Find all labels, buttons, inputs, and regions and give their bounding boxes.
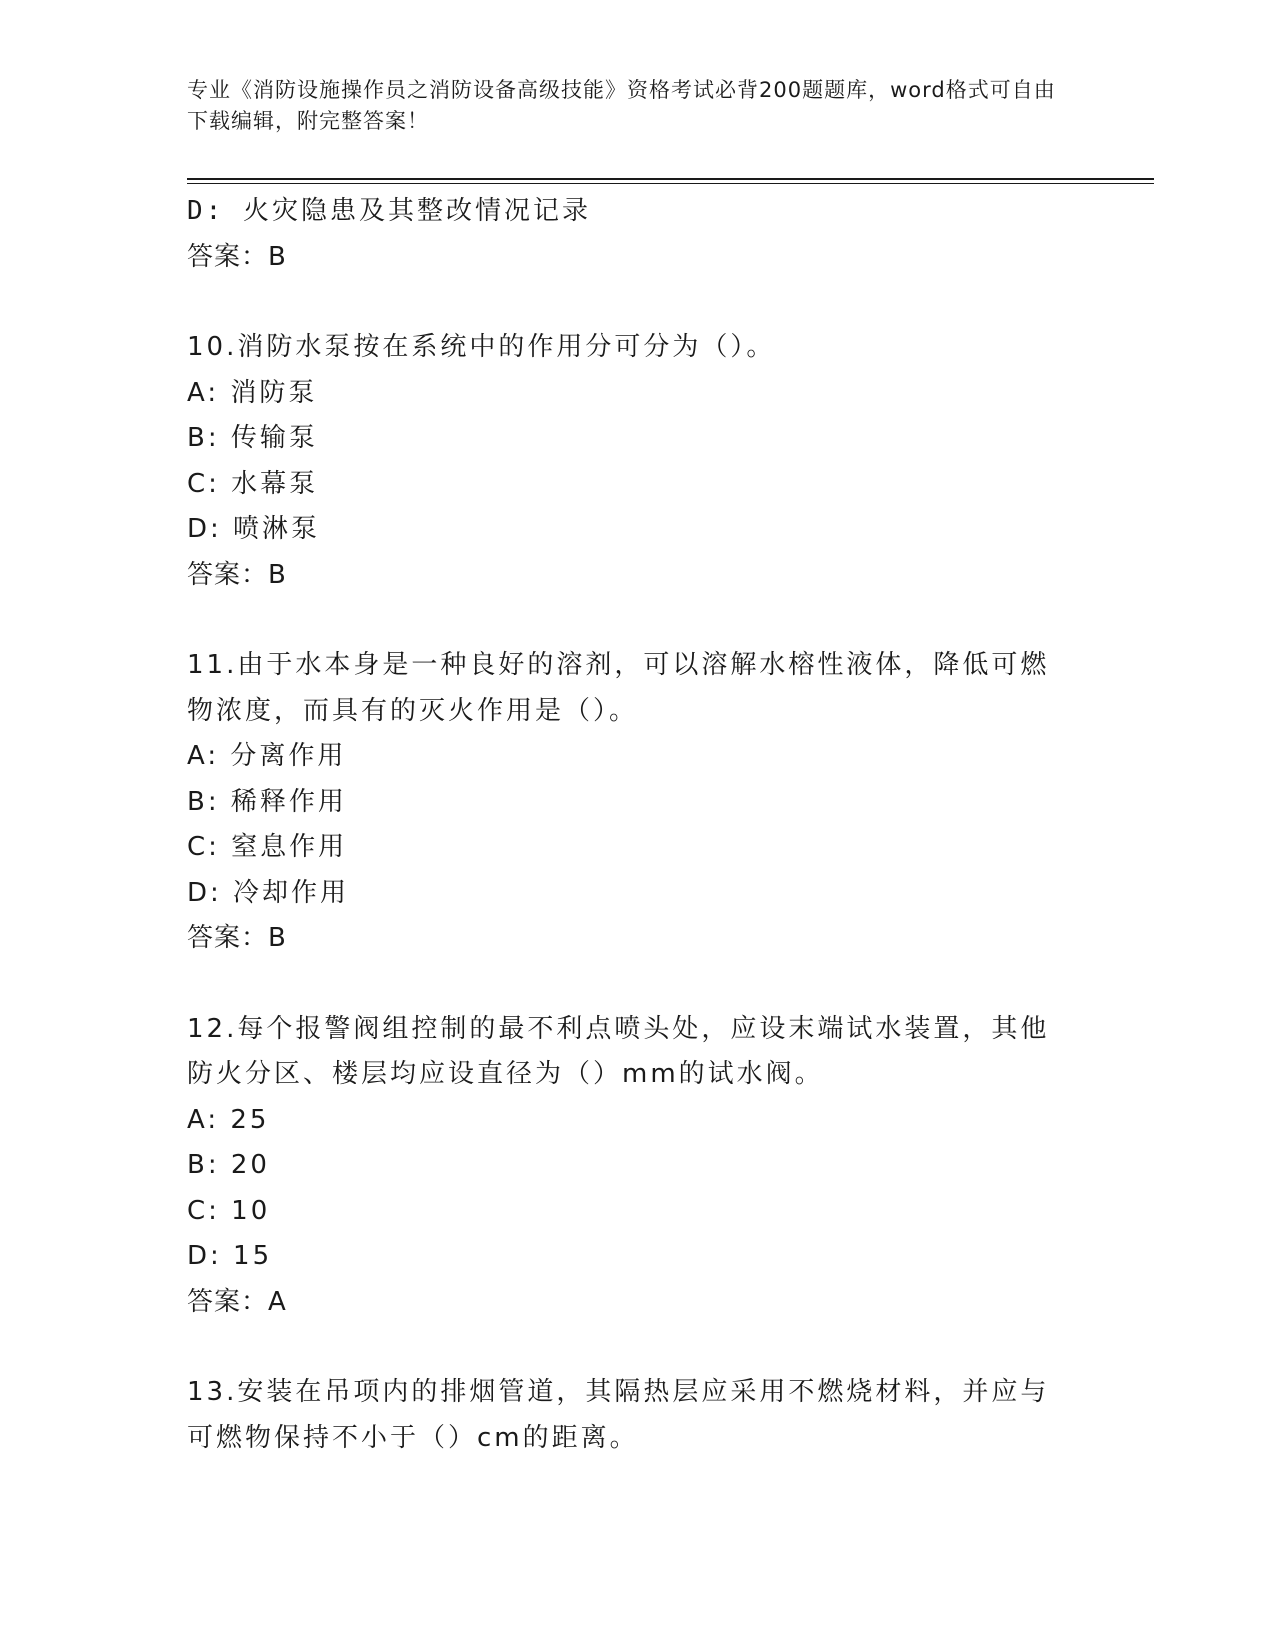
- header-divider-thin: [187, 183, 1154, 184]
- option-c: C: 10: [187, 1195, 271, 1226]
- question-11: [187, 643, 1087, 962]
- answer-label: 答案：B: [187, 559, 287, 590]
- option-d: D: 喷淋泵: [187, 514, 321, 544]
- question-12: [187, 1007, 1087, 1326]
- option-b: B: 传输泵: [187, 423, 318, 453]
- question-stem: 11.由于水本身是一种良好的溶剂，可以溶解水榕性液体，降低可燃物浓度，而具有的灭火作用是（）。: [187, 650, 1050, 726]
- option-c: C: 窒息作用: [187, 832, 348, 862]
- answer-label: 答案：A: [187, 1286, 287, 1317]
- option-c: C: 水幕泵: [187, 468, 319, 499]
- question-stem: 12.每个报警阀组控制的最不利点喷头处，应设末端试水装置，其他防火分区、楼层均应设直径为（）mm的试水阀。: [187, 1013, 1050, 1089]
- option-b: B: 稀释作用: [187, 786, 347, 817]
- option-a: A: 分离作用: [187, 741, 347, 771]
- option-a: A: 25: [187, 1104, 270, 1135]
- answer-label: 答案：B: [187, 241, 287, 272]
- question-10: [187, 325, 1087, 598]
- question-stem: 13.安装在吊项内的排烟管道，其隔热层应采用不燃烧材料，并应与可燃物保持不小于（）cm的距离。: [187, 1377, 1050, 1453]
- document-header: 专业《消防设施操作员之消防设备高级技能》资格考试必背200题题库，word格式可自由下载编辑，附完整答案！: [187, 78, 1056, 133]
- question-list: [187, 189, 1087, 1461]
- option-d: D: 火灾隐患及其整改情况记录: [187, 196, 591, 226]
- header-divider: [187, 178, 1154, 180]
- question-13: [187, 1370, 1087, 1461]
- question-stem: 10.消防水泵按在系统中的作用分可分为（）。: [187, 332, 776, 362]
- option-a: A: 消防泵: [187, 377, 318, 408]
- option-b: B: 20: [187, 1150, 270, 1180]
- option-d: D: 15: [187, 1241, 273, 1271]
- option-d: D: 冷却作用: [187, 877, 350, 908]
- answer-label: 答案：B: [187, 923, 287, 953]
